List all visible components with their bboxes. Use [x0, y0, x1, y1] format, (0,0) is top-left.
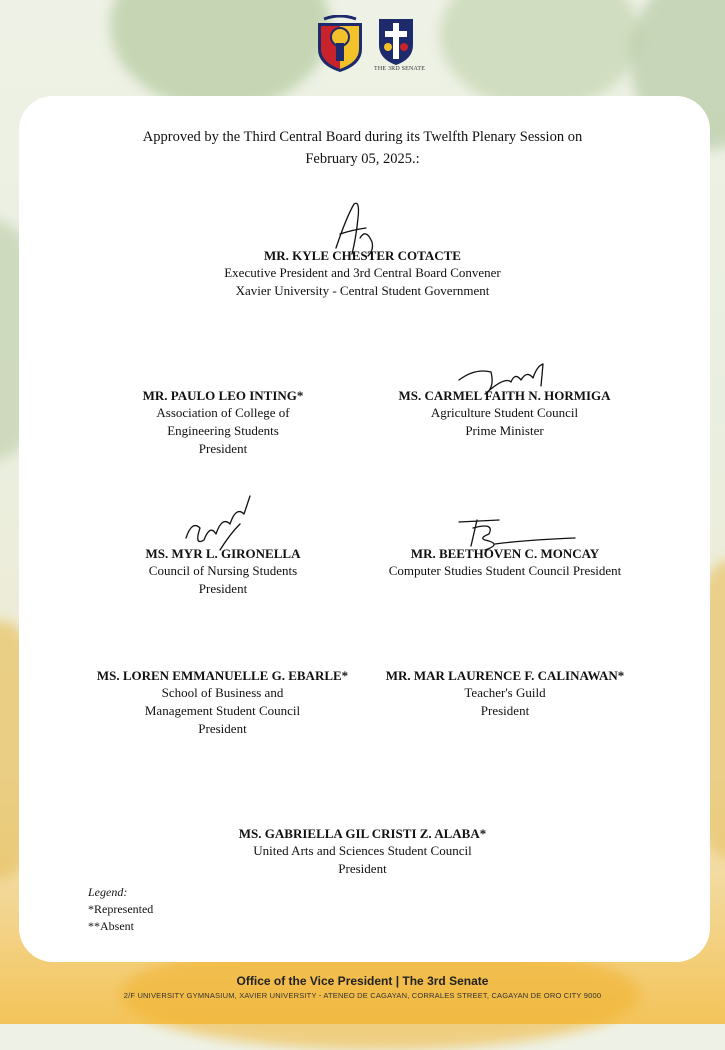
signatory-name: MR. PAULO LEO INTING* [142, 388, 304, 403]
signatory-name: MS. MYR L. GIRONELLA [145, 546, 301, 561]
signatory-title: Computer Studies Student Council President [388, 563, 622, 578]
signatory-name: MR. BEETHOVEN C. MONCAY [410, 546, 600, 561]
signatory-title: President [198, 721, 247, 736]
signatory-title: School of Business and [161, 685, 284, 700]
approval-statement [0, 126, 725, 170]
signatory-name: MR. KYLE CHESTER COTACTE [264, 248, 461, 263]
signatory-block [88, 388, 358, 458]
signatory-title: Association of College of [156, 405, 290, 420]
footer-address: 2/F UNIVERSITY GYMNASIUM, XAVIER UNIVERSITY - ATENEO DE CAGAYAN, CORRALES STREET, CAGAYAN DE ORO CITY 9000 [123, 991, 602, 1000]
footer-office: Office of the Vice President | The 3rd Senate [236, 974, 489, 988]
signatory-block [372, 388, 637, 440]
signatory-title: Agriculture Student Council [430, 405, 579, 420]
xu-csg-seal-icon [314, 15, 366, 73]
signatory-title: Council of Nursing Students [148, 563, 298, 578]
signatory-title: Prime Minister [465, 423, 544, 438]
background-shape [440, 0, 640, 110]
signatory-title: President [480, 703, 530, 718]
signatory-title: Teacher's Guild [464, 685, 546, 700]
legend-item: **Absent [88, 919, 134, 933]
signatory-title: Executive President and 3rd Central Board Convener [224, 265, 501, 280]
approval-line-2: February 05, 2025.: [305, 151, 420, 167]
header-logos [314, 15, 416, 73]
signatory-name: MR. MAR LAURENCE F. CALINAWAN* [385, 668, 625, 683]
convener-block [0, 248, 725, 300]
signatory-name: MS. LOREN EMMANUELLE G. EBARLE* [96, 668, 349, 683]
legend-title: Legend: [88, 885, 128, 899]
signatory-block [88, 546, 358, 598]
signatory-title: Xavier University - Central Student Government [235, 283, 490, 298]
signatory-title: President [338, 861, 387, 876]
signatory-title: Engineering Students [167, 423, 279, 438]
legend-item: *Represented [88, 902, 154, 916]
signatory-block [360, 668, 650, 720]
signatory-title: United Arts and Sciences Student Council [253, 843, 472, 858]
signatory-block [0, 826, 725, 878]
signatory-title: Management Student Council [144, 703, 301, 718]
senate-caption: THE 3RD SENATE [374, 66, 426, 72]
background-shape [110, 0, 330, 110]
signatory-block [80, 668, 365, 738]
signatory-title: President [198, 441, 248, 456]
signatory-block [360, 546, 650, 580]
signatory-name: MS. GABRIELLA GIL CRISTI Z. ALABA* [238, 826, 487, 841]
signatory-name: MS. CARMEL FAITH N. HORMIGA [398, 388, 611, 403]
third-senate-crest-icon [376, 15, 416, 71]
legend [88, 884, 153, 935]
signatory-title: President [198, 581, 248, 596]
approval-line-1: Approved by the Third Central Board during its Twelfth Plenary Session on [142, 129, 583, 145]
